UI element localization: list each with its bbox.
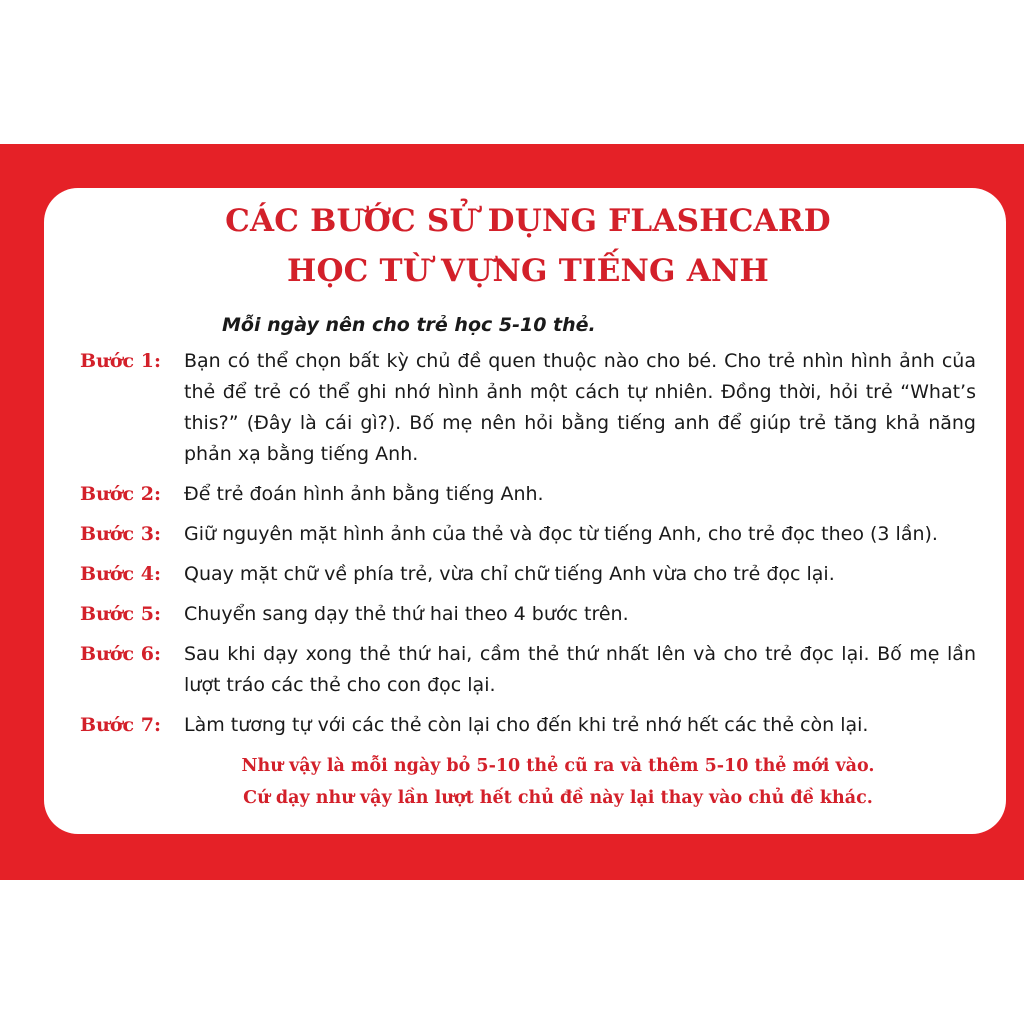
step-text: Quay mặt chữ về phía trẻ, vừa chỉ chữ tiếng Anh vừa cho trẻ đọc lại. xyxy=(184,563,835,585)
footer-line-1: Như vậy là mỗi ngày bỏ 5-10 thẻ cũ ra và thêm 5-10 thẻ mới vào. xyxy=(241,756,875,776)
step-1 xyxy=(80,346,976,470)
title-line-2: HỌC TỪ VỰNG TIẾNG ANH xyxy=(286,253,770,289)
step-text: Làm tương tự với các thẻ còn lại cho đến khi trẻ nhớ hết các thẻ còn lại. xyxy=(184,714,869,736)
instruction-card xyxy=(44,188,1006,834)
footer-note xyxy=(80,750,976,814)
title-line-1: CÁC BƯỚC SỬ DỤNG FLASHCARD xyxy=(225,203,831,239)
step-3 xyxy=(80,519,976,550)
step-label: Bước 7: xyxy=(80,714,161,736)
card-title xyxy=(80,196,976,296)
step-label: Bước 6: xyxy=(80,643,161,665)
step-label: Bước 2: xyxy=(80,483,161,505)
step-7 xyxy=(80,710,976,741)
step-text: Chuyển sang dạy thẻ thứ hai theo 4 bước trên. xyxy=(184,603,629,625)
step-text: Bạn có thể chọn bất kỳ chủ đề quen thuộc nào cho bé. Cho trẻ nhìn hình ảnh của thẻ để trẻ có thể ghi nhớ hình ảnh một cách tự nhiên. Đồng thời, hỏi trẻ “What’s this?” (Đây là cái gì?). Bố mẹ nên hỏi bằng tiếng anh để giúp trẻ tăng khả năng phản xạ bằng tiếng Anh. xyxy=(184,350,976,465)
step-4 xyxy=(80,559,976,590)
step-label: Bước 1: xyxy=(80,350,161,372)
step-6 xyxy=(80,639,976,701)
intro-text: Mỗi ngày nên cho trẻ học 5-10 thẻ. xyxy=(222,314,596,336)
step-2 xyxy=(80,479,976,510)
step-label: Bước 5: xyxy=(80,603,161,625)
footer-line-2: Cứ dạy như vậy lần lượt hết chủ đề này lại thay vào chủ đề khác. xyxy=(243,788,873,808)
step-text: Giữ nguyên mặt hình ảnh của thẻ và đọc từ tiếng Anh, cho trẻ đọc theo (3 lần). xyxy=(184,523,938,545)
step-5 xyxy=(80,599,976,630)
step-text: Để trẻ đoán hình ảnh bằng tiếng Anh. xyxy=(184,483,544,505)
steps-list xyxy=(80,346,976,741)
step-text: Sau khi dạy xong thẻ thứ hai, cầm thẻ thứ nhất lên và cho trẻ đọc lại. Bố mẹ lần lượt tráo các thẻ cho con đọc lại. xyxy=(184,643,976,696)
step-label: Bước 4: xyxy=(80,563,161,585)
step-label: Bước 3: xyxy=(80,523,161,545)
